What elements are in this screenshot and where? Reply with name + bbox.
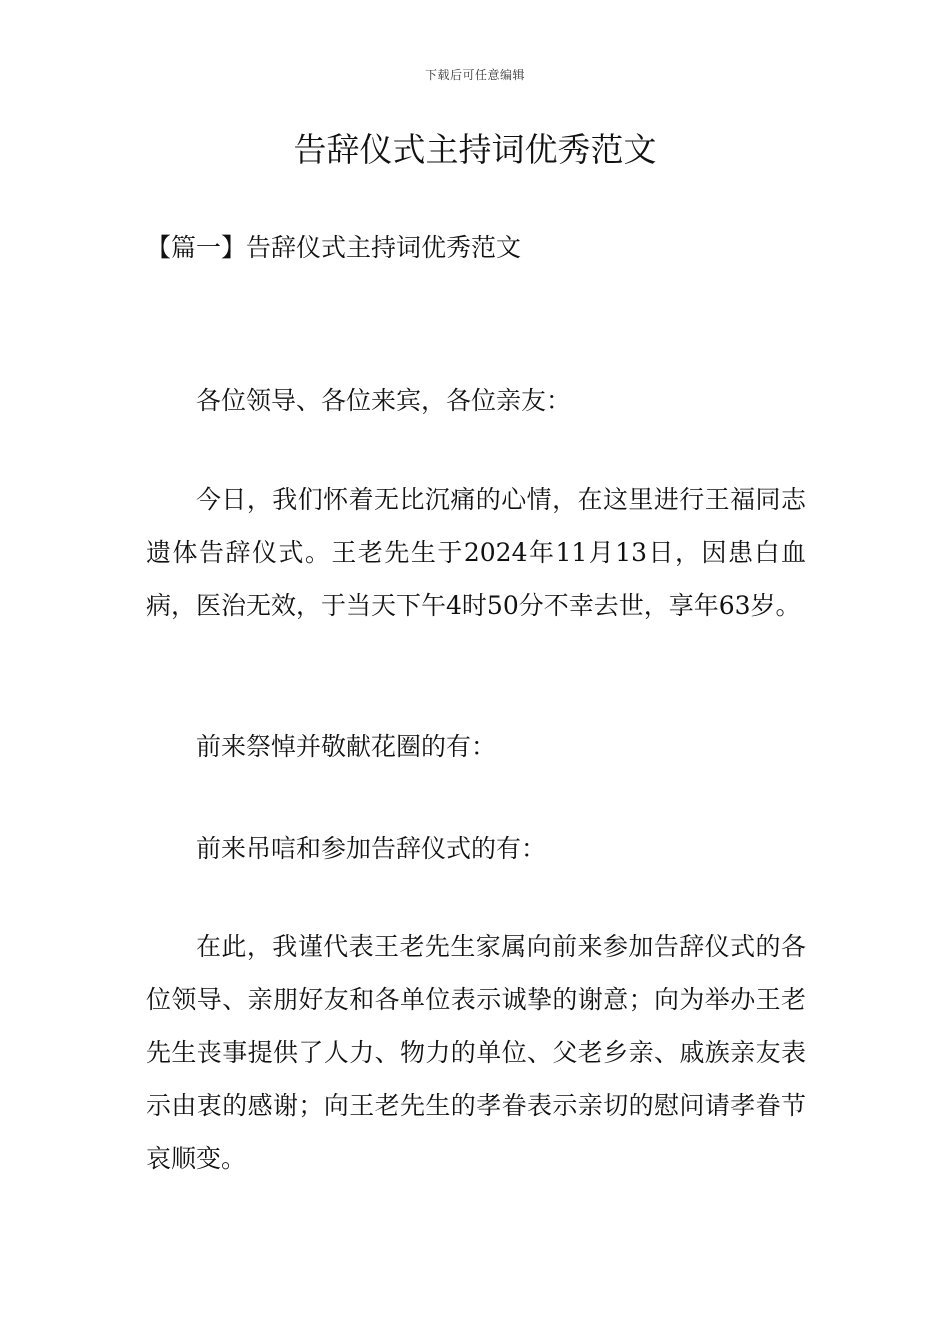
section-heading: 【篇一】告辞仪式主持词优秀范文 [146,233,522,262]
paragraph-thanks: 在此，我谨代表王老先生家属向前来参加告辞仪式的各位领导、亲朋好友和各单位表示诚挚的谢意；向为举办王老先生丧事提供了人力、物力的单位、父老乡亲、戚族亲友表示由衷的感谢；向王老先生的孝眷表示亲切的慰问请孝眷节哀顺变。 [146,932,806,1173]
document-title: 告辞仪式主持词优秀范文 [293,130,657,169]
paragraph-salutation: 各位领导、各位来宾，各位亲友： [196,386,572,415]
paragraph-mourners: 前来吊唁和参加告辞仪式的有： [196,834,547,863]
header-note: 下载后可任意编辑 [424,68,525,82]
paragraph-wreaths: 前来祭悼并敬献花圈的有： [196,732,497,761]
paragraph-announcement: 今日，我们怀着无比沉痛的心情，在这里进行王福同志遗体告辞仪式。王老先生于2024年11月13日，因患白血病，医治无效，于当天下午4时50分不幸去世，享年63岁。 [146,485,806,620]
